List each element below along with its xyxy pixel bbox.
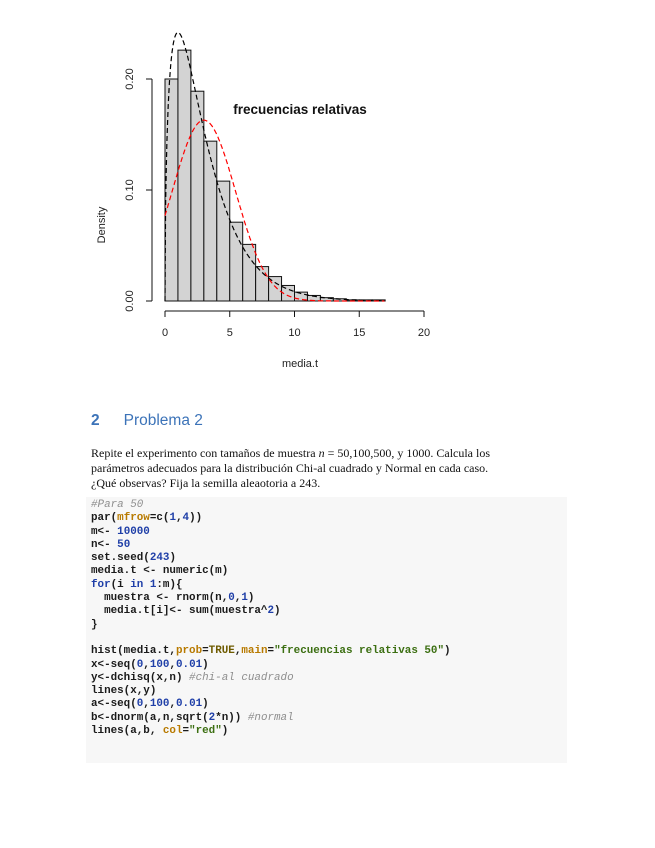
code-line: set.seed(243) [91,552,176,565]
paragraph-line-1 [91,446,566,461]
code-line: lines(x,y) [91,685,157,698]
histogram-bar-5 [217,181,230,301]
histogram-bar-8 [256,267,269,301]
x-tick-label-15: 15 [353,327,366,339]
code-line: } [91,618,98,631]
section-number: 2 [91,412,100,429]
code-line: lines(a,b, col="red") [91,725,229,738]
code-line: media.t <- numeric(m) [91,565,229,578]
code-line: a<-seq(0,100,0.01) [91,698,209,711]
histogram-bar-7 [243,244,256,301]
paragraph-line-3: ¿Qué observas? Fija la semilla aleaotoria a 243. [91,476,321,490]
histogram-bars [165,50,385,301]
code-line: media.t[i]<- sum(muestra^2) [91,605,281,618]
histogram-bar-4 [204,141,217,301]
code-content [86,497,567,738]
code-line: par(mfrow=c(1,4)) [91,512,203,525]
x-tick-label-5: 5 [226,327,233,339]
chart-title: frecuencias relativas [233,102,367,117]
x-tick-label-20: 20 [417,327,431,339]
x-axis-label: media.t [281,358,319,370]
paragraph-line-2: parámetros adecuados para la distribución Chi-al cuadrado y Normal en cada caso. [91,461,489,475]
y-tick-label-0: 0.00 [124,290,136,312]
histogram-bar-1 [165,79,178,301]
code-block [86,497,567,763]
y-tick-label-1: 0.10 [124,179,136,201]
code-comment-title: #Para 50 [91,499,144,511]
math-variable: n [318,446,325,460]
y-tick-label-2: 0.20 [124,68,136,90]
code-line: b<-dnorm(a,n,sqrt(2*n)) #normal [91,711,294,724]
paragraph-text: Repite el experimento con tamaños de muestra [91,446,316,460]
histogram-svg [0,0,655,400]
paragraph-text: = 50,100,500, y 1000. Calcula los [324,446,491,460]
code-line: x<-seq(0,100,0.01) [91,658,209,671]
histogram-bar-2 [178,50,191,301]
x-tick-label-0: 0 [161,327,169,339]
problem-description [91,446,566,491]
section-title: Problema 2 [123,412,203,429]
code-line: muestra <- rnorm(n,0,1) [91,592,255,605]
code-line: n<- 50 [91,538,131,551]
code-line: m<- 10000 [91,525,150,538]
y-axis-label: Density [96,206,108,244]
code-line: y<-dchisq(x,n) #chi-al cuadrado [91,671,294,684]
section-heading [91,412,203,430]
code-line: hist(media.t,prob=TRUE,main="frecuencias relativas 50") [91,645,451,658]
x-tick-label-10: 10 [288,327,301,339]
code-line: for(i in 1:m){ [91,578,183,591]
histogram-chart [0,0,655,400]
